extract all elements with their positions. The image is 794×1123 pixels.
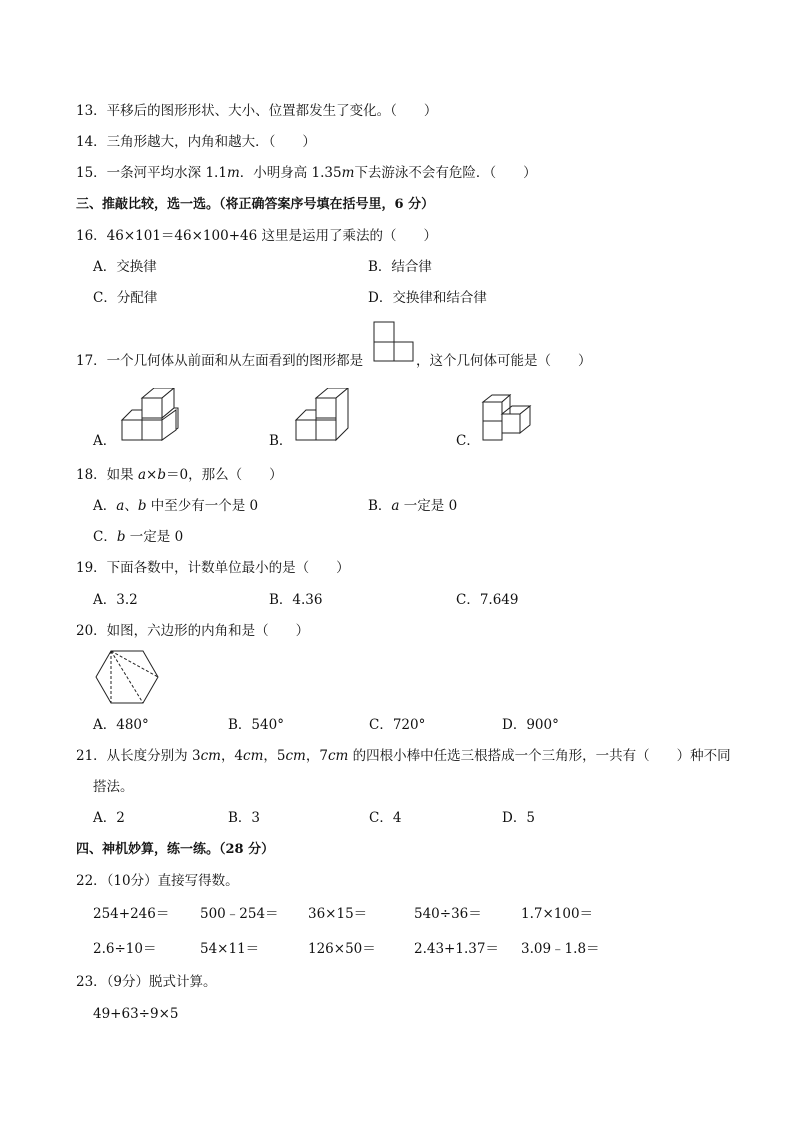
q21-option-b: B．3 — [228, 810, 261, 826]
question-17-stem-end: ，这个几何体可能是（ ） — [416, 353, 592, 369]
calc-item: 254+246＝ — [93, 906, 170, 922]
section-4-heading: 四、神机妙算，练一练。（28 分） — [76, 842, 275, 857]
question-19: 19．下面各数中，计数单位最小的是（ ） — [76, 560, 350, 576]
q17-option-c: C． — [456, 433, 480, 449]
calc-item: 540÷36＝ — [414, 906, 482, 922]
q20-option-c: C．720° — [369, 717, 426, 733]
q16-option-a: A．交换律 — [93, 259, 157, 275]
question-23: 23．（9分）脱式计算。 — [76, 974, 217, 990]
question-13: 13．平移后的图形形状、大小、位置都发生了变化。（ ） — [76, 103, 438, 119]
question-15: 15．一条河平均水深 1.1m．小明身高 1.35m下去游泳不会有危险．（ ） — [76, 165, 537, 181]
calc-item: 2.6÷10＝ — [93, 941, 157, 957]
question-20: 20．如图，六边形的内角和是（ ） — [76, 623, 310, 639]
q23-expression: 49+63÷9×5 — [93, 1006, 179, 1022]
calc-item: 3.09﹣1.8＝ — [521, 941, 600, 957]
calc-item: 500﹣254＝ — [200, 906, 279, 922]
q16-option-b: B．结合律 — [368, 259, 432, 275]
question-18: 18．如果 a×b＝0，那么（ ） — [76, 467, 283, 483]
question-21: 21．从长度分别为 3cm，4cm，5cm，7cm 的四根小棒中任选三根搭成一个三角形，一共有（ ）种不同 — [76, 748, 731, 764]
q16-option-d: D．交换律和结合律 — [368, 290, 487, 306]
q17-view-figure — [373, 321, 415, 363]
q16-option-c: C．分配律 — [93, 290, 158, 306]
q20-option-b: B．540° — [228, 717, 284, 733]
q18-option-a: A．a、b 中至少有一个是 0 — [93, 498, 259, 514]
q19-option-c: C．7.649 — [456, 592, 519, 608]
q17-option-a: A． — [93, 433, 117, 449]
question-17-stem: 17．一个几何体从前面和从左面看到的图形都是 — [76, 353, 364, 369]
q19-option-b: B．4.36 — [269, 592, 323, 608]
q18-option-b: B．a 一定是 0 — [368, 498, 458, 514]
q17-option-b-figure — [294, 388, 354, 444]
q21-option-c: C．4 — [369, 810, 402, 826]
q17-option-c-figure — [480, 394, 542, 442]
section-3-heading: 三、推敲比较，选一选。（将正确答案序号填在括号里，6 分） — [76, 197, 435, 212]
calc-item: 126×50＝ — [308, 941, 376, 957]
q17-option-a-figure — [120, 388, 180, 444]
q19-option-a: A．3.2 — [93, 592, 138, 608]
question-21-line2: 搭法。 — [93, 779, 134, 795]
q20-option-d: D．900° — [502, 717, 559, 733]
q21-option-d: D．5 — [502, 810, 535, 826]
calc-item: 36×15＝ — [308, 906, 368, 922]
calc-item: 54×11＝ — [200, 941, 260, 957]
question-22: 22．（10分）直接写得数。 — [76, 873, 239, 889]
q20-option-a: A．480° — [93, 717, 149, 733]
calc-item: 2.43+1.37＝ — [414, 941, 499, 957]
q18-option-c: C．b 一定是 0 — [93, 529, 184, 545]
hexagon-figure — [94, 649, 160, 705]
q21-option-a: A．2 — [93, 810, 125, 826]
calc-item: 1.7×100＝ — [521, 906, 594, 922]
q17-option-b: B． — [269, 433, 293, 449]
question-14: 14．三角形越大，内角和越大．（ ） — [76, 134, 316, 150]
question-16: 16．46×101＝46×100+46 这里是运用了乘法的（ ） — [76, 228, 437, 244]
